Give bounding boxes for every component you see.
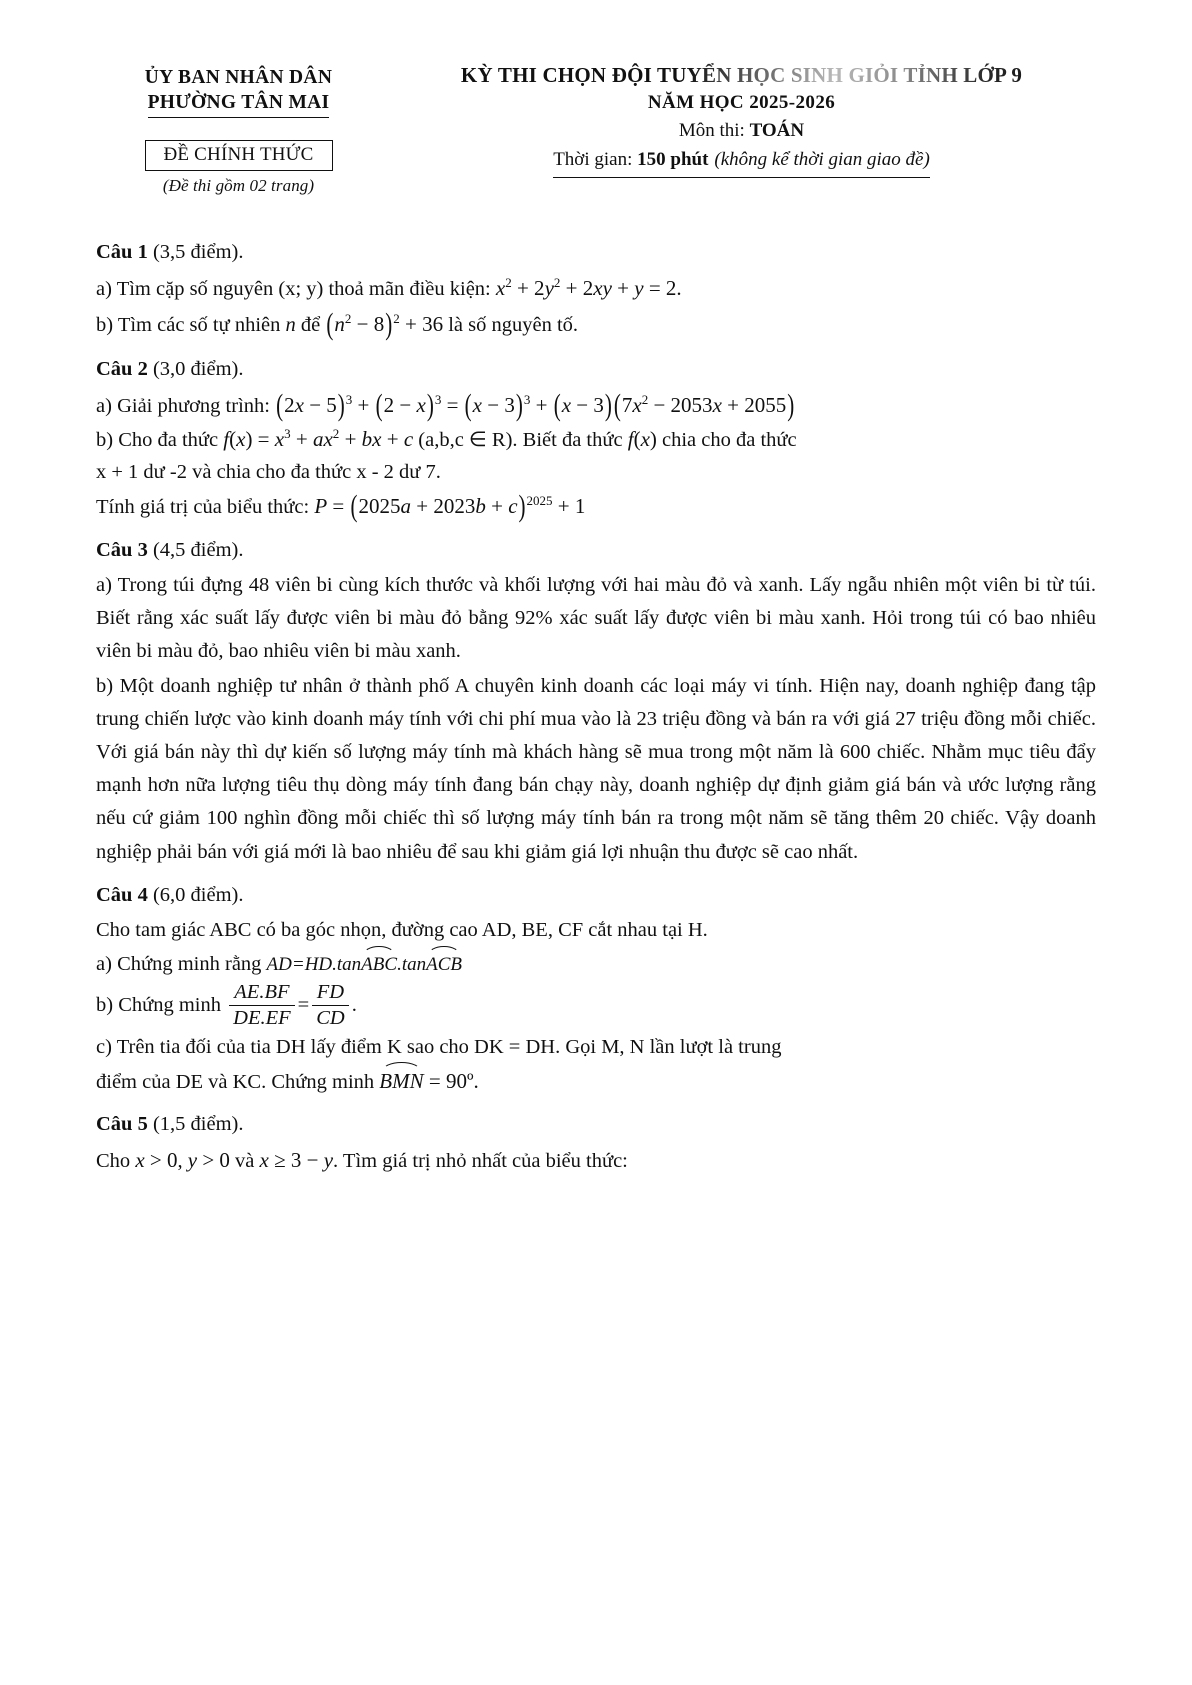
part-text-1b-mid: để — [295, 314, 326, 337]
math-4a — [267, 954, 462, 975]
part-label-2a: a) — [96, 394, 112, 417]
fraction-ae-bf-over-de-ef — [229, 981, 295, 1030]
equals-sign-4b: = — [297, 994, 310, 1017]
math-4a-tan1: .tan — [332, 954, 362, 976]
time-line-wrap — [387, 144, 1096, 178]
question-2b-line2 — [96, 457, 1096, 488]
part-label-1a: a) — [96, 278, 112, 301]
question-1b — [96, 307, 1096, 342]
part-label-3a: a) — [96, 573, 112, 596]
part-label-1b: b) — [96, 314, 114, 337]
math-4a-angle-abc: ABC — [361, 948, 397, 981]
question-4-intro — [96, 914, 1096, 947]
question-3-label: Câu 3 — [96, 538, 148, 561]
math-5a-cond2: y > 0 — [187, 1147, 230, 1172]
question-3a — [96, 569, 1096, 669]
part-text-1b-before: Tìm các số tự nhiên — [117, 314, 286, 337]
question-4b — [96, 982, 1096, 1031]
math-2b-2: f(x) — [627, 427, 657, 452]
question-2-label: Câu 2 — [96, 357, 148, 380]
math-5a-cond1: x > 0 — [135, 1147, 178, 1172]
question-3-points: (4,5 điểm). — [147, 538, 244, 561]
time-line — [553, 146, 930, 178]
header-left-block — [96, 52, 381, 196]
subject-value: TOÁN — [749, 119, 805, 141]
fraction-fd-over-cd — [312, 981, 348, 1030]
part-text-4c-line1: Trên tia đối của tia DH lấy điểm K sao cho DK = DH. Gọi M, N lần lượt là trung — [116, 1036, 782, 1059]
question-2b — [96, 424, 1096, 456]
part-label-4a: a) — [96, 953, 112, 976]
math-4a-angle-acb: ACB — [426, 948, 462, 981]
math-4a-tan2: .tan — [397, 954, 427, 976]
part-text-2b-line2: x + 1 dư -2 và chia cho đa thức x - 2 dư 7. — [96, 460, 441, 483]
math-2b-1: $f(x) = x^3 + ax^2$ + bx + c — [223, 426, 414, 452]
frac1-numerator: AE.BF — [234, 981, 290, 1004]
question-2c — [96, 489, 1096, 524]
subject-line — [387, 117, 1096, 145]
question-1-label: Câu 1 — [96, 241, 148, 263]
question-3b — [96, 670, 1096, 869]
official-exam-badge: ĐỀ CHÍNH THỨC — [145, 140, 333, 171]
part-text-4b: Chứng minh — [118, 994, 227, 1017]
math-2c: $P = (2025a + 2023b + c)^{2025} + 1$ — [314, 488, 586, 523]
question-4c-line2 — [96, 1064, 1096, 1098]
part-text-1b-after: là số nguyên tố. — [443, 314, 579, 337]
frac2-denominator: CD — [312, 1005, 348, 1030]
document-header — [96, 52, 1096, 202]
issuing-authority-line2: PHƯỜNG TÂN MAI — [148, 91, 330, 118]
question-1-heading — [96, 236, 1096, 269]
question-5-label: Câu 5 — [96, 1112, 148, 1135]
part-label-4c: c) — [96, 1036, 112, 1059]
comma-5a: , — [177, 1149, 188, 1172]
var-n: n — [285, 314, 296, 337]
part-label-2b: b) — [96, 429, 114, 452]
math-1a: $x^2 + 2y^2 + 2xy + y = 2$. — [495, 275, 682, 301]
question-3-heading — [96, 534, 1096, 567]
exam-body — [96, 236, 1096, 1178]
part-text-4a: Chứng minh rằng — [117, 953, 267, 976]
part-label-4b: b) — [96, 994, 114, 1017]
question-4-heading — [96, 879, 1096, 912]
time-label: Thời gian: — [553, 149, 638, 171]
question-4-label: Câu 4 — [96, 883, 148, 906]
period-4b: . — [351, 994, 357, 1017]
time-note: (không kể thời gian giao đề) — [714, 149, 930, 171]
part-text-5a-before: Cho — [96, 1149, 136, 1172]
part-text-5a-after: . Tìm giá trị nhỏ nhất của biểu thức: — [333, 1149, 628, 1172]
math-4c — [379, 1069, 478, 1093]
question-4a — [96, 948, 1096, 981]
part-text-2b-mid: (a,b,c ∈ R). Biết đa thức — [413, 429, 628, 452]
header-right-block — [381, 52, 1096, 178]
part-text-4-intro: Cho tam giác ABC có ba góc nhọn, đường cao AD, BE, CF cắt nhau tại H. — [96, 918, 708, 941]
time-value: 150 phút — [637, 149, 709, 171]
part-text-1a: Tìm cặp số nguyên (x; y) thoả mãn điều kiện: — [116, 278, 496, 301]
math-4c-angle-bmn: BMN — [379, 1064, 423, 1098]
math-2a: $(2x - 5)^3 + (2 - x)^3 = (x - 3)^3 + (x - 3)(7x^2 - 2053x + 2055)$ — [276, 387, 795, 423]
question-4-points: (6,0 điểm). — [147, 883, 244, 906]
part-text-2c: Tính giá trị của biểu thức: — [96, 495, 315, 518]
math-1b: $(n^2 - 8)^2 + 36$ — [326, 307, 444, 342]
question-2-points: (3,0 điểm). — [147, 357, 244, 380]
question-5-heading — [96, 1108, 1096, 1141]
question-1a — [96, 271, 1096, 306]
math-5a-cond3: x ≥ 3 − y — [259, 1147, 334, 1172]
part-text-3a: Trong túi đựng 48 viên bi cùng kích thước và khối lượng với hai màu đỏ và xanh. Lấy ngẫu nhiên một viên bi từ túi. Biết rằng xác suất lấy được viên bi màu đỏ bằng 92% xác suất lấy được viên bi màu xanh. Hỏi trong túi có bao nhiêu viên bi màu đỏ, bao nhiêu viên bi màu xanh. — [96, 573, 1096, 663]
question-2a — [96, 388, 1096, 423]
part-text-2b-before: Cho đa thức — [118, 429, 224, 452]
exponent-2025: 2025 — [526, 492, 553, 508]
exam-title: KỲ THI CHỌN ĐỘI TUYỂN HỌC SINH GIỎI TỈNH LỚP 9 — [387, 62, 1096, 89]
school-year: NĂM HỌC 2025-2026 — [647, 92, 836, 114]
part-label-3b: b) — [96, 674, 114, 697]
question-4c — [96, 1032, 1096, 1063]
frac1-denominator: DE.EF — [229, 1005, 295, 1030]
frac2-numerator: FD — [316, 981, 345, 1004]
question-5-points: (1,5 điểm). — [147, 1112, 244, 1135]
part-text-3b: Một doanh nghiệp tư nhân ở thành phố A chuyên kinh doanh các loại máy vi tính. Hiện nay, doanh nghiệp đang tập trung chiến lược vào kinh doanh máy tính với chi phí mua vào là 23 triệu đồng và bán ra với giá 27 triệu đồng mỗi chiếc. Với giá bán này thì dự kiến số lượng máy tính mà khách hàng sẽ mua trong một năm là 600 chiếc. Nhằm mục tiêu đẩy mạnh hơn nữa lượng tiêu thụ dòng máy tính đang bán chạy này, doanh nghiệp dự định giảm giá bán và ước lượng rằng nếu cứ giảm 100 nghìn đồng mỗi chiếc thì số lượng máy tính bán ra trong một năm sẽ tăng thêm 20 chiếc. Vậy doanh nghiệp phải bán với giá mới là bao nhiêu để sau khi giảm giá lợi nhuận thu được sẽ cao nhất. — [96, 674, 1096, 863]
question-2-heading — [96, 353, 1096, 386]
math-4c-after: = 90º. — [423, 1069, 479, 1094]
math-4a-ad: AD=HD — [266, 954, 333, 976]
issuing-authority-line1: ỦY BAN NHÂN DÂN — [144, 67, 333, 88]
and-5a: và — [229, 1149, 260, 1172]
pages-note: (Đề thi gồm 02 trang) — [162, 175, 315, 195]
part-text-4c-line2-before: điểm của DE và KC. Chứng minh — [96, 1071, 380, 1094]
part-text-2a: Giải phương trình: — [117, 394, 276, 417]
part-text-2b-after: chia cho đa thức — [656, 429, 797, 452]
question-5a — [96, 1143, 1096, 1178]
subject-label: Môn thi: — [678, 119, 750, 141]
question-1-points: (3,5 điểm). — [147, 241, 244, 263]
